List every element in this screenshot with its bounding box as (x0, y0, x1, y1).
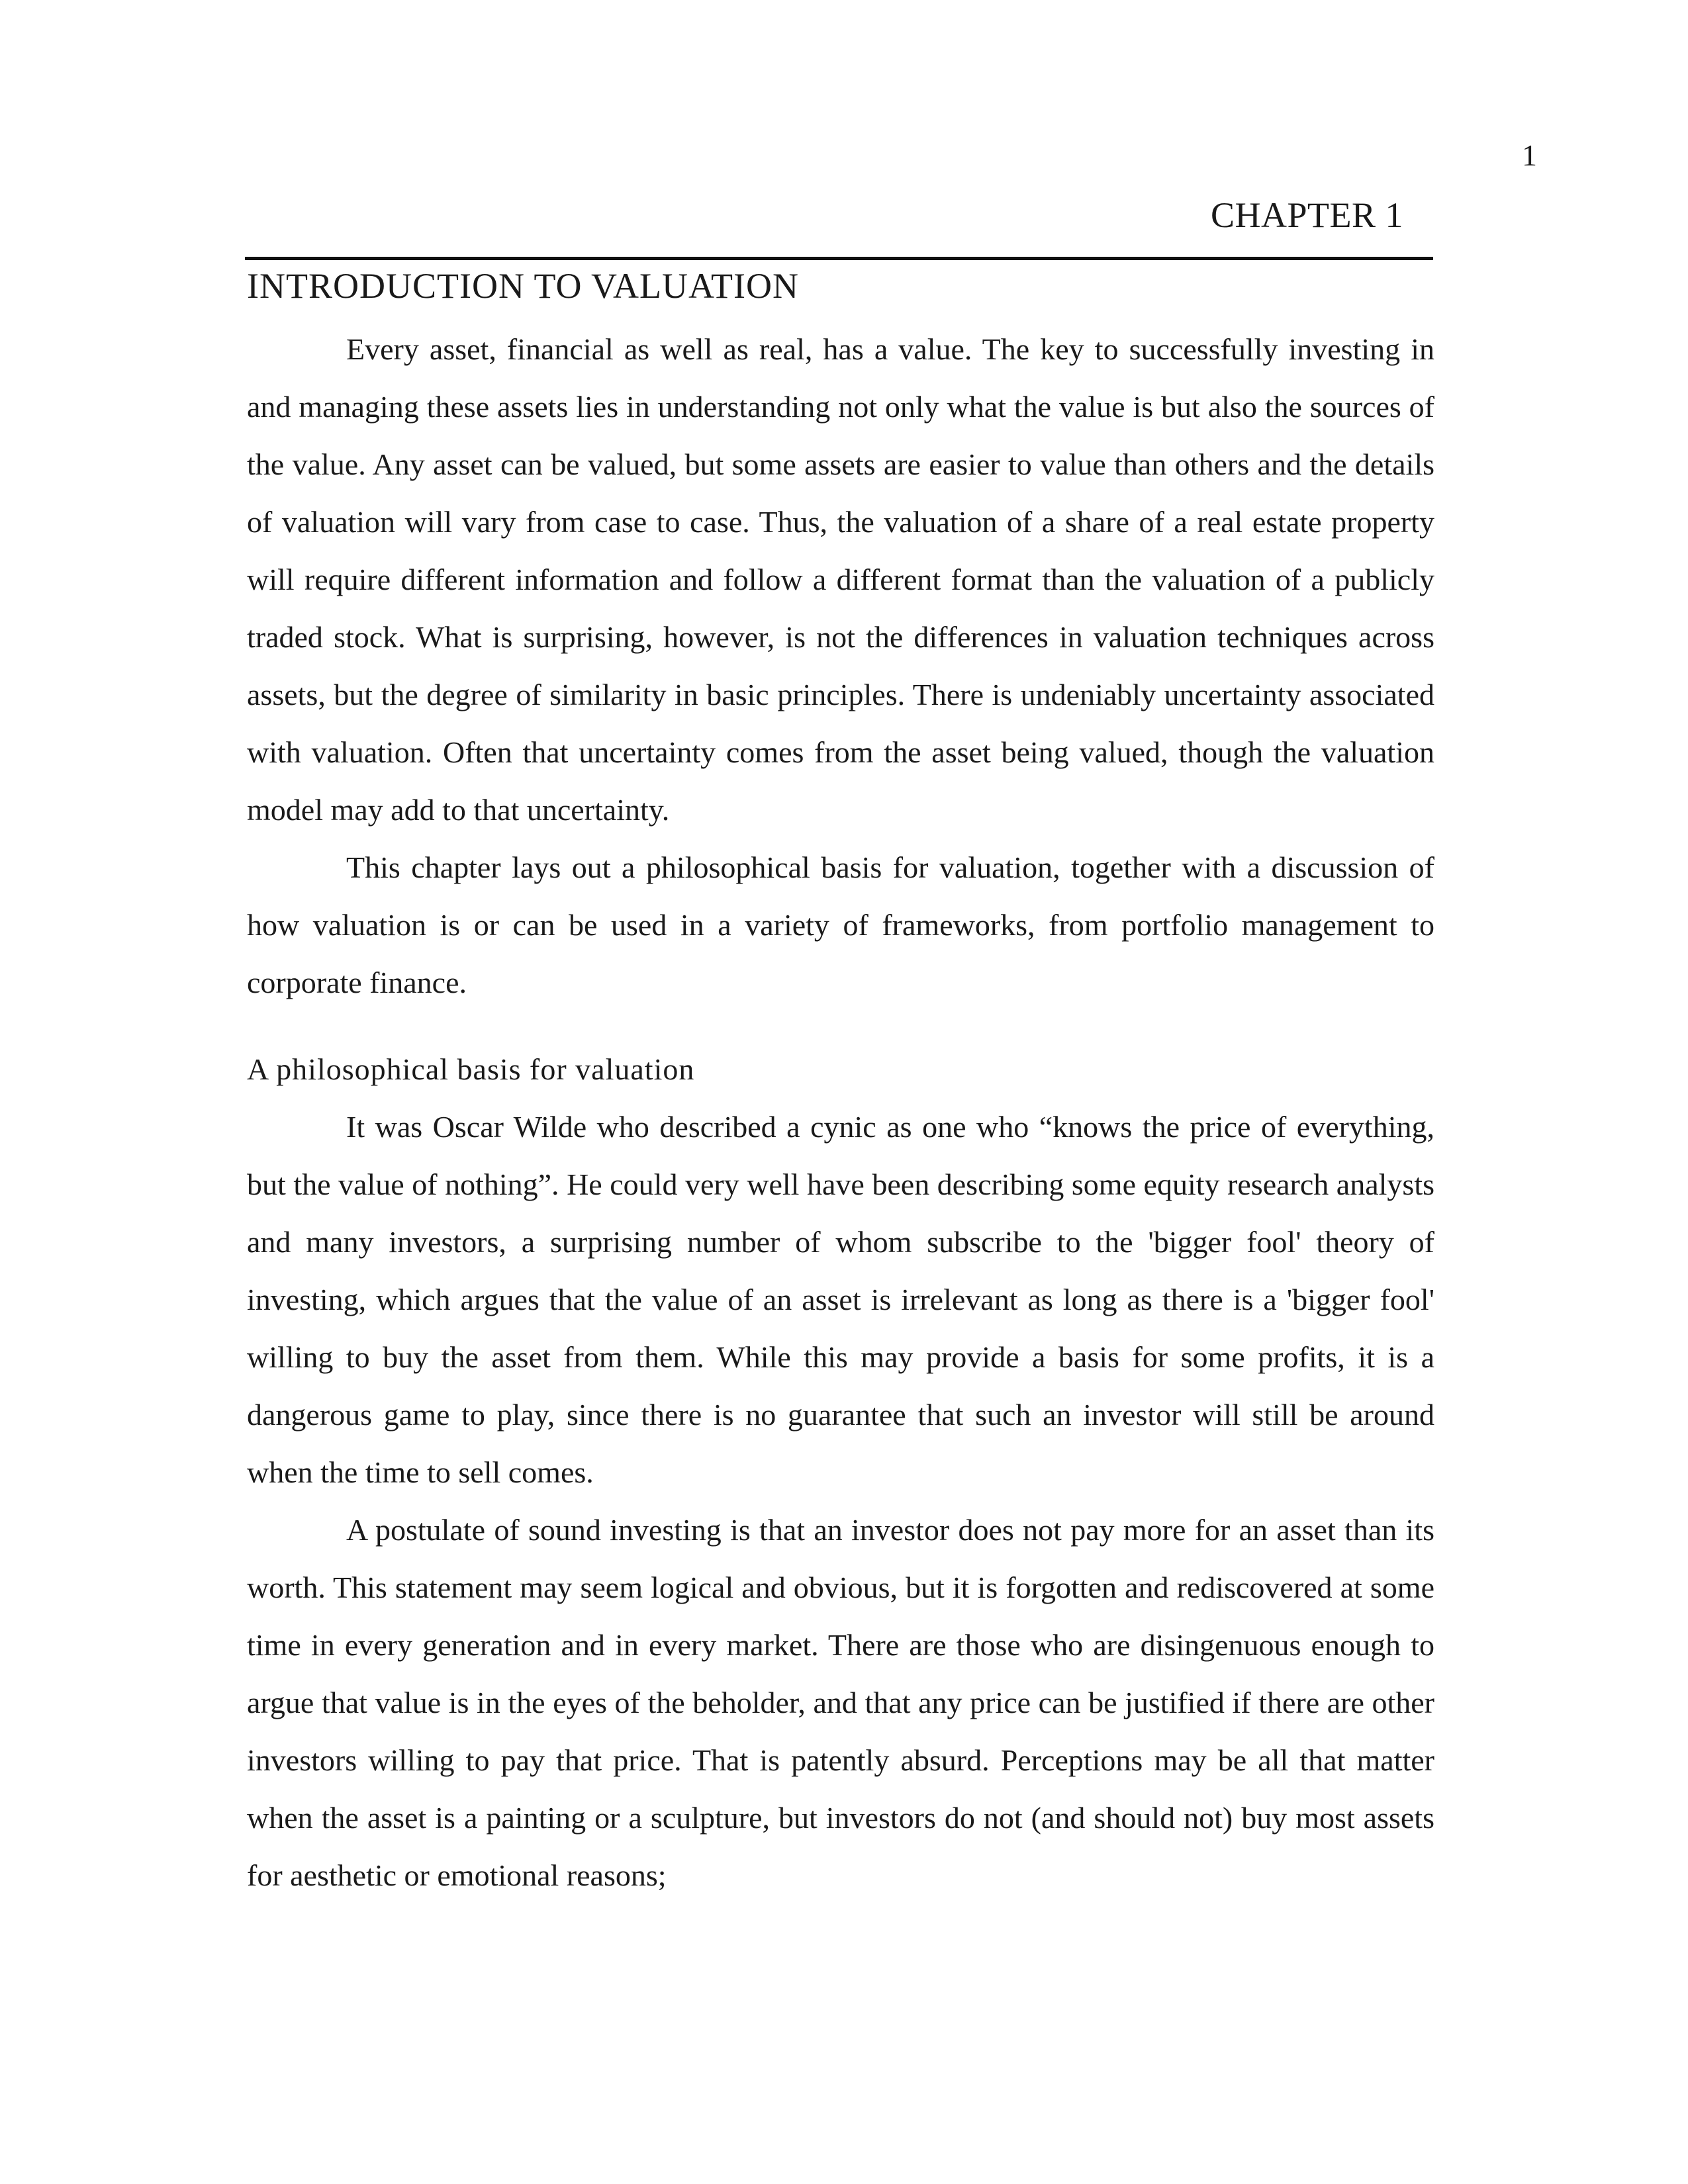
page-number: 1 (1522, 138, 1537, 172)
chapter-label: CHAPTER 1 (1210, 195, 1403, 235)
intro-paragraph: This chapter lays out a philosophical basis for valuation, together with a discussion of how valuation is or can be used in a variety of frameworks, from portfolio management to corporate finance. (247, 850, 1434, 999)
chapter-rule-divider (245, 257, 1433, 260)
intro-paragraph: Every asset, financial as well as real, has a value. The key to successfully investing in and managing these assets lies in understanding not only what the value is but also the sources of the value. Any asset can be valued, but some assets are easier to value than others and the details of valuation will vary from case to case. Thus, the valuation of a share of a real estate property will require different information and follow a different format than the valuation of a publicly traded stock. What is surprising, however, is not the differences in valuation techniques across assets, but the degree of similarity in basic principles. There is undeniably uncertainty associated with valuation. Often that uncertainty comes from the asset being valued, though the valuation model may add to that uncertainty. (247, 332, 1434, 827)
section-paragraph: It was Oscar Wilde who described a cynic as one who “knows the price of everything, but the value of nothing”. He could very well have been describing some equity research analysts and many investors, a surprising number of whom subscribe to the 'bigger fool' theory of investing, which argues that the value of an asset is irrelevant as long as there is a 'bigger fool' willing to buy the asset from them. While this may provide a basis for some profits, it is a dangerous game to play, since there is no guarantee that such an investor will still be around when the time to sell comes. (247, 1110, 1434, 1489)
document-body (247, 320, 1434, 1904)
chapter-title: INTRODUCTION TO VALUATION (247, 266, 799, 306)
section-paragraph: A postulate of sound investing is that an investor does not pay more for an asset than its worth. This statement may seem logical and obvious, but it is forgotten and rediscovered at some time in every generation and in every market. There are those who are disingenuous enough to argue that value is in the eyes of the beholder, and that any price can be justified if there are other investors willing to pay that price. That is patently absurd. Perceptions may be all that matter when the asset is a painting or a sculpture, but investors do not (and should not) buy most assets for aesthetic or emotional reasons; (247, 1513, 1434, 1892)
section-heading: A philosophical basis for valuation (247, 1052, 695, 1086)
